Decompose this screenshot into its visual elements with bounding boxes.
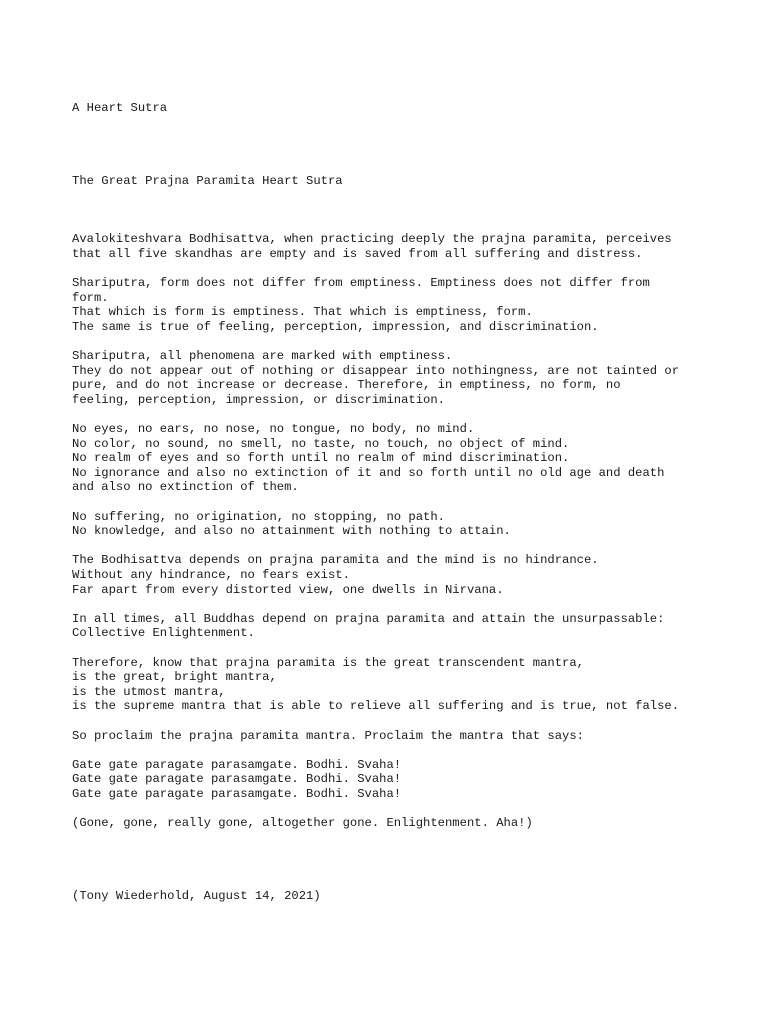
text-line: is the great, bright mantra, <box>72 670 277 685</box>
text-line: The same is true of feeling, perception, impression, and discrimination. <box>72 319 599 334</box>
text-line: No knowledge, and also no attainment with nothing to attain. <box>72 524 511 539</box>
text-line: No eyes, no ears, no nose, no tongue, no body, no mind. <box>72 422 475 437</box>
paragraph <box>72 349 722 407</box>
text-line: That which is form is emptiness. That which is emptiness, form. <box>72 305 533 320</box>
text-line: No suffering, no origination, no stopping, no path. <box>72 509 445 524</box>
paragraph <box>72 276 722 334</box>
text-line: Gate gate paragate parasamgate. Bodhi. Svaha! <box>72 786 402 801</box>
text-line: They do not appear out of nothing or disappear into nothingness, are not tainted or <box>72 363 680 378</box>
paragraph <box>72 232 722 261</box>
text-line: No realm of eyes and so forth until no realm of mind discrimination. <box>72 451 570 466</box>
text-line: No color, no sound, no smell, no taste, no touch, no object of mind. <box>72 436 570 451</box>
text-line: form. <box>72 290 109 305</box>
text-line: Without any hindrance, no fears exist. <box>72 568 350 582</box>
document-body <box>72 232 722 830</box>
document-title: A Heart Sutra <box>72 101 168 116</box>
text-line: Therefore, know that prajna paramita is the great transcendent mantra, <box>72 655 584 670</box>
text-line: No ignorance and also no extinction of it and so forth until no old age and death <box>72 465 665 480</box>
text-line: So proclaim the prajna paramita mantra. Proclaim the mantra that says: <box>72 728 584 743</box>
paragraph <box>72 729 722 744</box>
text-line: pure, and do not increase or decrease. Therefore, in emptiness, no form, no <box>72 378 621 393</box>
text-line: is the supreme mantra that is able to relieve all suffering and is true, not false. <box>72 699 680 714</box>
paragraph <box>72 553 722 597</box>
text-line: that all five skandhas are empty and is saved from all suffering and distress. <box>72 246 643 261</box>
paragraph <box>72 758 722 802</box>
paragraph <box>72 510 722 539</box>
text-line: and also no extinction of them. <box>72 480 299 495</box>
text-line: Far apart from every distorted view, one dwells in Nirvana. <box>72 582 504 597</box>
document-signature: (Tony Wiederhold, August 14, 2021) <box>72 889 321 904</box>
text-line: Shariputra, form does not differ from emptiness. Emptiness does not differ from <box>72 276 650 291</box>
text-line: The Bodhisattva depends on prajna paramita and the mind is no hindrance. <box>72 553 599 568</box>
text-line: Shariputra, all phenomena are marked with emptiness. <box>72 349 453 364</box>
paragraph <box>72 612 722 641</box>
text-line: Collective Enlightenment. <box>72 626 255 641</box>
text-line: Avalokiteshvara Bodhisattva, when practicing deeply the prajna paramita, perceives <box>72 232 672 247</box>
paragraph <box>72 656 722 714</box>
paragraph <box>72 816 722 831</box>
document-subtitle: The Great Prajna Paramita Heart Sutra <box>72 173 343 188</box>
document-page <box>72 72 722 918</box>
text-line: In all times, all Buddhas depend on prajna paramita and attain the unsurpassable: <box>72 611 665 626</box>
paragraph <box>72 422 722 495</box>
text-line: feeling, perception, impression, or discrimination. <box>72 392 445 407</box>
text-line: Gate gate paragate parasamgate. Bodhi. Svaha! <box>72 772 402 787</box>
text-line: is the utmost mantra, <box>72 684 226 699</box>
text-line: (Gone, gone, really gone, altogether gone. Enlightenment. Aha!) <box>72 816 533 831</box>
text-line: Gate gate paragate parasamgate. Bodhi. Svaha! <box>72 757 402 772</box>
